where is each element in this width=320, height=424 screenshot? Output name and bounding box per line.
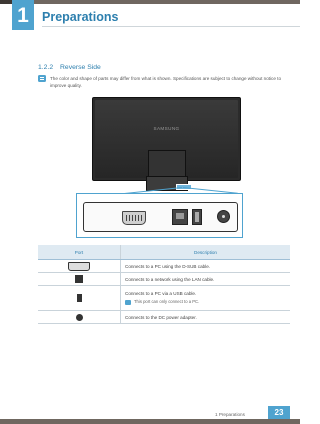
lan-port-illustration [172,209,188,225]
dc-power-port-illustration [217,210,230,223]
section-title: Reverse Side [60,64,101,71]
column-header-description: Description [121,245,291,260]
brand-logo: SAMSUNG [153,126,180,131]
chapter-title: Preparations [42,10,119,24]
note-text: The color and shape of parts may differ from what is shown. Specifications are subject to change without notice to improve quality. [50,76,282,88]
lan-port-icon [75,275,83,283]
port-description-table [38,245,290,324]
row-description: Connects to the DC power adapter. [121,311,291,324]
column-header-port: Port [38,245,121,260]
table-row [38,286,290,311]
header-divider [42,26,300,27]
usb-port-icon [77,294,82,302]
table-header-row [38,245,290,260]
usb-port-illustration [192,209,202,225]
stand-neck [148,150,186,178]
section-heading [38,64,101,71]
footer-chapter-label: 1 Preparations [215,412,245,417]
port-panel [83,202,238,232]
dc-power-icon [76,314,83,321]
table-row [38,260,290,273]
row-note [125,299,286,304]
table-row [38,273,290,286]
port-callout-box [76,193,243,238]
note-icon [125,300,131,305]
top-bar [0,0,300,4]
table-row [38,311,290,324]
chapter-number-tab: 1 [12,0,34,30]
row-note-text: This port can only connect to a PC. [134,299,200,305]
row-description: Connects to a PC using the D-SUB cable. [121,260,291,273]
section-number: 1.2.2 [38,64,54,71]
row-description: Connects to a PC via a USB cable. [125,291,197,297]
dsub-port-illustration [122,211,146,225]
dsub-port-icon [68,262,90,271]
row-description: Connects to a network using the LAN cable. [121,273,291,286]
footer-bar [0,419,300,424]
page-number: 23 [268,406,290,419]
note-icon [38,75,46,82]
